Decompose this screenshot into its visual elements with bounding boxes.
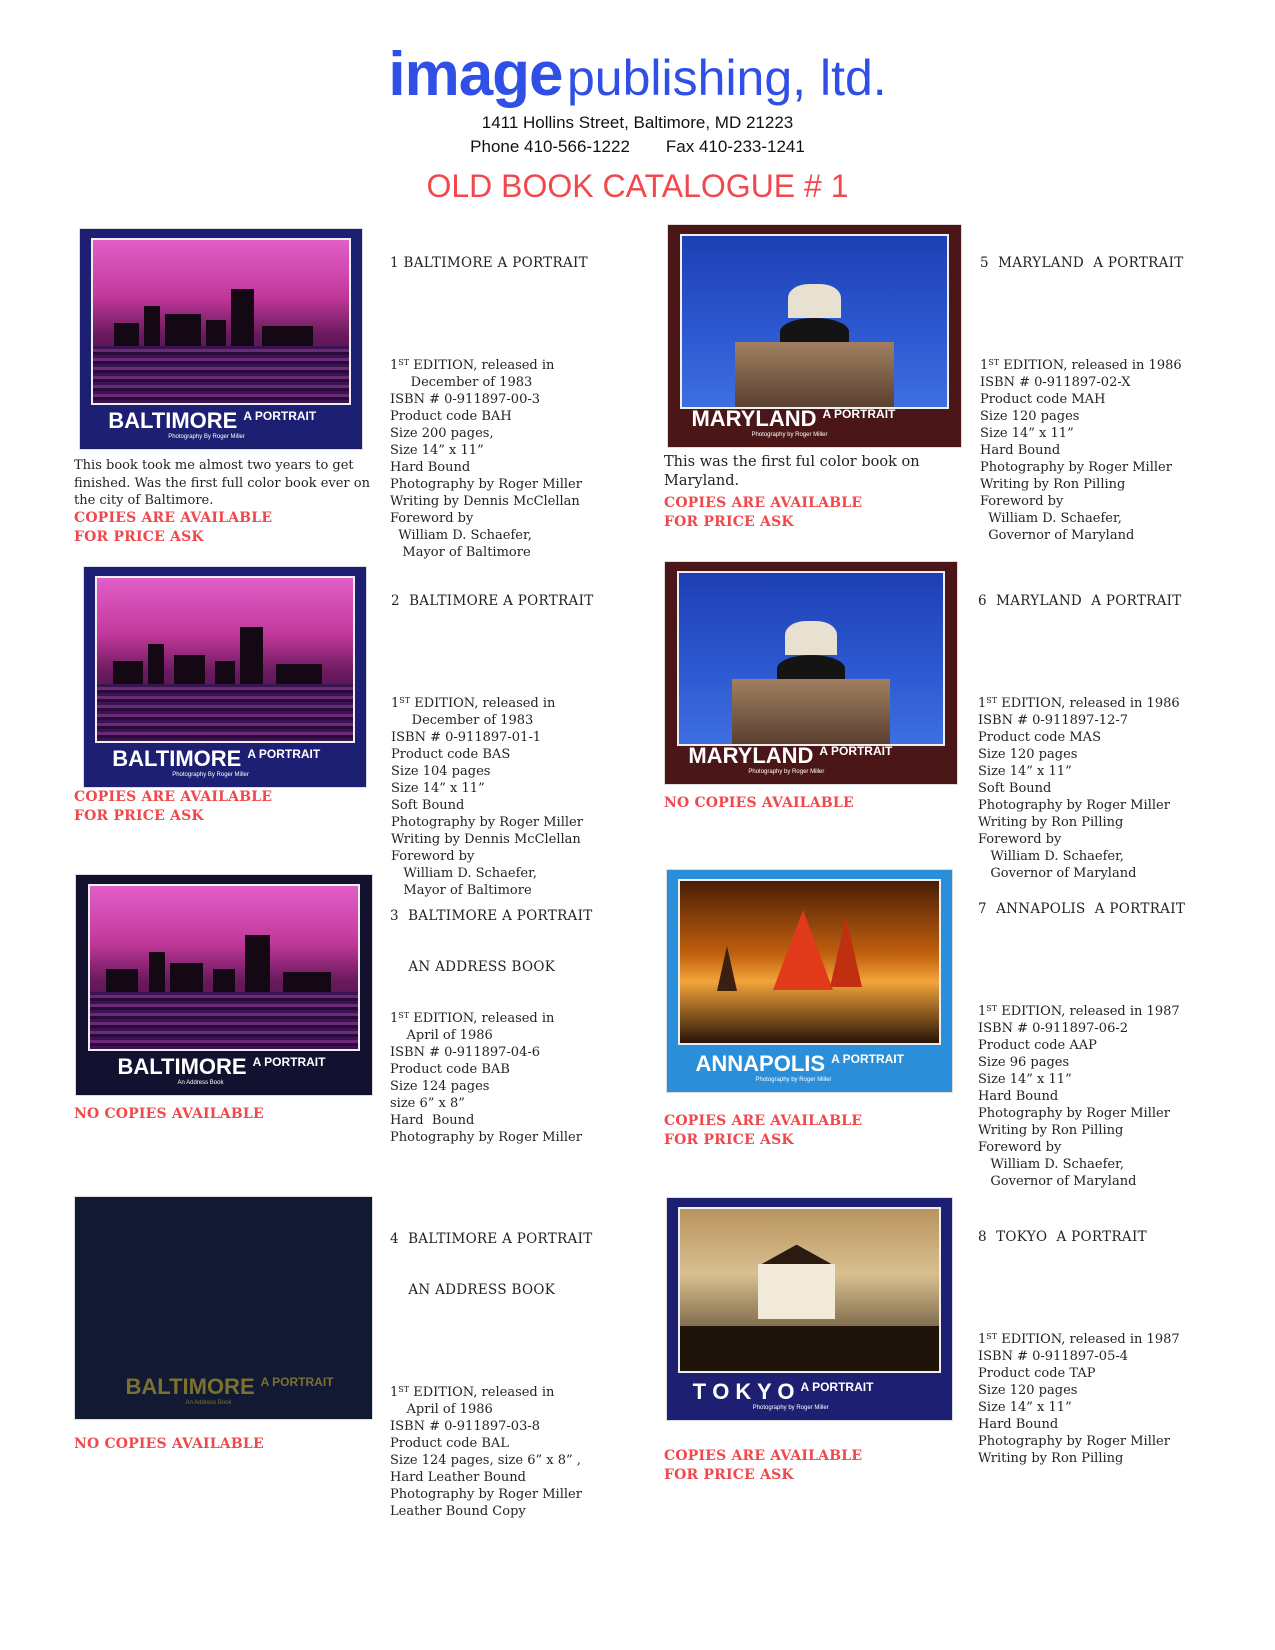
detail-line: Photography by Roger Miller xyxy=(390,1130,582,1145)
detail-line: Foreword by xyxy=(391,849,475,864)
book-details-3 xyxy=(390,874,593,1163)
availability-2 xyxy=(74,788,272,826)
detail-line: Product code MAH xyxy=(980,392,1106,407)
detail-line: Hard Bound xyxy=(978,1089,1059,1104)
book-title: 7 ANNAPOLIS A PORTRAIT xyxy=(978,901,1186,917)
phone-number: Phone 410-566-1222 xyxy=(470,137,630,156)
detail-line: ISBN # 0-911897-03-8 xyxy=(390,1419,541,1434)
detail-line: December of 1983 xyxy=(391,713,534,728)
detail-line: William D. Schaefer, xyxy=(980,511,1122,526)
detail-line: Writing by Dennis McClellan xyxy=(391,832,581,847)
detail-line: 1ST EDITION, released in 1987 xyxy=(978,1332,1180,1347)
detail-line: COPIES ARE AVAILABLE xyxy=(664,1113,863,1129)
detail-line: William D. Schaefer, xyxy=(391,866,538,881)
detail-line: FOR PRICE ASK xyxy=(664,1132,794,1148)
availability-8 xyxy=(664,1447,862,1485)
detail-line: Foreword by xyxy=(978,1140,1062,1155)
detail-line: Photography by Roger Miller xyxy=(980,460,1172,475)
detail-line: Hard Bound xyxy=(978,1417,1059,1432)
book-cover-5: MARYLAND $^{A PORTRAIT}$ Photography by Roger Miller xyxy=(668,225,961,447)
detail-line: Photography by Roger Miller xyxy=(978,1106,1170,1121)
detail-line: Writing by Ron Pilling xyxy=(978,1451,1124,1466)
detail-line: Photography by Roger Miller xyxy=(978,1434,1170,1449)
book-subtitle: AN ADDRESS BOOK xyxy=(390,1282,556,1298)
detail-line: Size 14” x 11” xyxy=(978,1072,1072,1087)
book-title: 8 TOKYO A PORTRAIT xyxy=(978,1229,1147,1245)
detail-line: April of 1986 xyxy=(390,1028,493,1043)
detail-line: ISBN # 0-911897-01-1 xyxy=(391,730,542,745)
detail-line: 1ST EDITION, released in xyxy=(390,1011,555,1026)
detail-line: Photography by Roger Miller xyxy=(978,798,1170,813)
book-subtitle: AN ADDRESS BOOK xyxy=(390,959,556,975)
detail-line: Product code BAB xyxy=(390,1062,510,1077)
detail-line: 1ST EDITION, released in xyxy=(390,358,555,373)
detail-line: COPIES ARE AVAILABLE xyxy=(74,789,273,805)
detail-line: Size 14” x 11” xyxy=(980,426,1074,441)
detail-line: Hard Bound xyxy=(390,460,471,475)
detail-line: Governor of Maryland xyxy=(978,1174,1137,1189)
book-details-2 xyxy=(391,559,594,916)
detail-line: size 6” x 8” xyxy=(390,1096,465,1111)
cover-photo xyxy=(95,576,354,743)
detail-line: Mayor of Baltimore xyxy=(390,545,531,560)
detail-line: COPIES ARE AVAILABLE xyxy=(664,495,863,511)
detail-line: Product code TAP xyxy=(978,1366,1096,1381)
detail-line: William D. Schaefer, xyxy=(978,1157,1125,1172)
detail-line: 1ST EDITION, released in 1987 xyxy=(978,1004,1180,1019)
detail-line: 1ST EDITION, released in 1986 xyxy=(978,696,1180,711)
book-title: 6 MARYLAND A PORTRAIT xyxy=(978,593,1182,609)
detail-line: Product code MAS xyxy=(978,730,1101,745)
detail-line: Hard Bound xyxy=(390,1113,475,1128)
detail-line: ISBN # 0-911897-04-6 xyxy=(390,1045,541,1060)
detail-line: Size 120 pages xyxy=(978,747,1078,762)
detail-line: Product code BAH xyxy=(390,409,512,424)
detail-line: NO COPIES AVAILABLE xyxy=(74,1436,264,1452)
brand-rest: publishing, ltd. xyxy=(567,50,887,106)
detail-line: COPIES ARE AVAILABLE xyxy=(74,510,273,526)
detail-line: Writing by Ron Pilling xyxy=(978,815,1124,830)
availability-4 xyxy=(74,1435,264,1454)
publisher-address: 1411 Hollins Street, Baltimore, MD 21223 xyxy=(481,113,794,132)
detail-line: Writing by Ron Pilling xyxy=(980,477,1126,492)
detail-line: Size 124 pages xyxy=(390,1079,490,1094)
book-title: 2 BALTIMORE A PORTRAIT xyxy=(391,593,594,609)
publisher-logo xyxy=(0,40,1275,109)
book-details-1 xyxy=(390,221,588,578)
detail-line: Size 200 pages, xyxy=(390,426,494,441)
detail-line: William D. Schaefer, xyxy=(978,849,1125,864)
detail-line: April of 1986 xyxy=(390,1402,493,1417)
cover-photo xyxy=(678,1207,940,1374)
book-details-8 xyxy=(978,1195,1180,1484)
detail-line: Soft Bound xyxy=(978,781,1052,796)
publisher-contact xyxy=(0,137,1275,157)
detail-line: Photography by Roger Miller xyxy=(390,477,582,492)
detail-line: NO COPIES AVAILABLE xyxy=(74,1106,264,1122)
detail-line: Size 120 pages xyxy=(980,409,1080,424)
availability-1 xyxy=(74,509,272,547)
detail-line: Size 14” x 11” xyxy=(391,781,485,796)
detail-line: NO COPIES AVAILABLE xyxy=(664,795,854,811)
detail-line: Photography by Roger Miller xyxy=(391,815,583,830)
availability-5 xyxy=(664,494,862,532)
cover-photo xyxy=(678,879,940,1046)
book-note-5: This was the first ful color book on Maryland. xyxy=(664,454,920,489)
book-cover-7: ANNAPOLIS $^{A PORTRAIT}$ Photography by Roger Miller xyxy=(667,870,952,1092)
detail-line: Governor of Maryland xyxy=(978,866,1137,881)
detail-line: 1ST EDITION, released in xyxy=(391,696,556,711)
detail-line: Mayor of Baltimore xyxy=(391,883,532,898)
book-cover-3: BALTIMORE $^{A PORTRAIT}$ An Address Book xyxy=(76,875,372,1095)
book-details-6 xyxy=(978,559,1182,899)
book-details-4 xyxy=(390,1197,593,1537)
detail-line: FOR PRICE ASK xyxy=(74,808,204,824)
detail-line: Foreword by xyxy=(980,494,1064,509)
detail-line: ISBN # 0-911897-12-7 xyxy=(978,713,1129,728)
detail-line: Size 96 pages xyxy=(978,1055,1070,1070)
cover-photo xyxy=(88,884,360,1051)
book-cover-2: BALTIMORE $^{A PORTRAIT}$ Photography By Roger Miller xyxy=(84,567,366,787)
detail-line: Size 104 pages xyxy=(391,764,491,779)
availability-3 xyxy=(74,1105,264,1124)
detail-line: FOR PRICE ASK xyxy=(74,529,204,545)
detail-line: Product code AAP xyxy=(978,1038,1097,1053)
book-cover-6: MARYLAND $^{A PORTRAIT}$ Photography by Roger Miller xyxy=(665,562,957,784)
detail-line: Size 14” x 11” xyxy=(390,443,484,458)
detail-line: Size 120 pages xyxy=(978,1383,1078,1398)
book-title: 5 MARYLAND A PORTRAIT xyxy=(980,255,1184,271)
detail-line: COPIES ARE AVAILABLE xyxy=(664,1448,863,1464)
detail-line: Hard Bound xyxy=(980,443,1061,458)
detail-line: Size 14” x 11” xyxy=(978,1400,1072,1415)
detail-line: ISBN # 0-911897-00-3 xyxy=(390,392,541,407)
availability-7 xyxy=(664,1112,862,1150)
book-title: 3 BALTIMORE A PORTRAIT xyxy=(390,908,593,924)
availability-6 xyxy=(664,794,854,813)
book-cover-8: T O K Y O $^{A PORTRAIT}$ Photography by Roger Miller xyxy=(667,1198,952,1420)
detail-line: Writing by Dennis McClellan xyxy=(390,494,580,509)
detail-line: Product code BAS xyxy=(391,747,511,762)
book-note-1: This book took me almost two years to get finished. Was the first full color book ever on the city of Baltimore. xyxy=(74,458,370,508)
book-details-5 xyxy=(980,221,1184,561)
detail-line: William D. Schaefer, xyxy=(390,528,532,543)
detail-line: December of 1983 xyxy=(390,375,533,390)
detail-line: 1ST EDITION, released in 1986 xyxy=(980,358,1182,373)
detail-line: Governor of Maryland xyxy=(980,528,1135,543)
detail-line: Size 124 pages, size 6” x 8” , xyxy=(390,1453,581,1468)
detail-line: ISBN # 0-911897-02-X xyxy=(980,375,1131,390)
cover-photo xyxy=(91,238,350,405)
cover-photo xyxy=(677,571,946,746)
brand-word: image xyxy=(388,40,563,109)
detail-line: Product code BAL xyxy=(390,1436,509,1451)
catalogue-title: OLD BOOK CATALOGUE # 1 xyxy=(426,168,849,204)
detail-line: 1ST EDITION, released in xyxy=(390,1385,555,1400)
detail-line: Hard Leather Bound xyxy=(390,1470,526,1485)
book-cover-1: BALTIMORE $^{A PORTRAIT}$ Photography By Roger Miller xyxy=(80,229,362,449)
detail-line: ISBN # 0-911897-05-4 xyxy=(978,1349,1129,1364)
detail-line: Foreword by xyxy=(390,511,474,526)
book-title: 4 BALTIMORE A PORTRAIT xyxy=(390,1231,593,1247)
detail-line: FOR PRICE ASK xyxy=(664,1467,794,1483)
book-cover-4: BALTIMORE $^{A PORTRAIT}$ An Address Book xyxy=(75,1197,372,1419)
fax-number: Fax 410-233-1241 xyxy=(665,137,805,156)
detail-line: Soft Bound xyxy=(391,798,465,813)
book-details-7 xyxy=(978,867,1185,1207)
detail-line: FOR PRICE ASK xyxy=(664,514,794,530)
detail-line: ISBN # 0-911897-06-2 xyxy=(978,1021,1129,1036)
detail-line: Writing by Ron Pilling xyxy=(978,1123,1124,1138)
detail-line: Size 14” x 11” xyxy=(978,764,1072,779)
detail-line: Foreword by xyxy=(978,832,1062,847)
detail-line: Leather Bound Copy xyxy=(390,1504,526,1519)
book-title: 1 BALTIMORE A PORTRAIT xyxy=(390,255,588,271)
cover-photo xyxy=(680,234,950,409)
detail-line: Photography by Roger Miller xyxy=(390,1487,582,1502)
